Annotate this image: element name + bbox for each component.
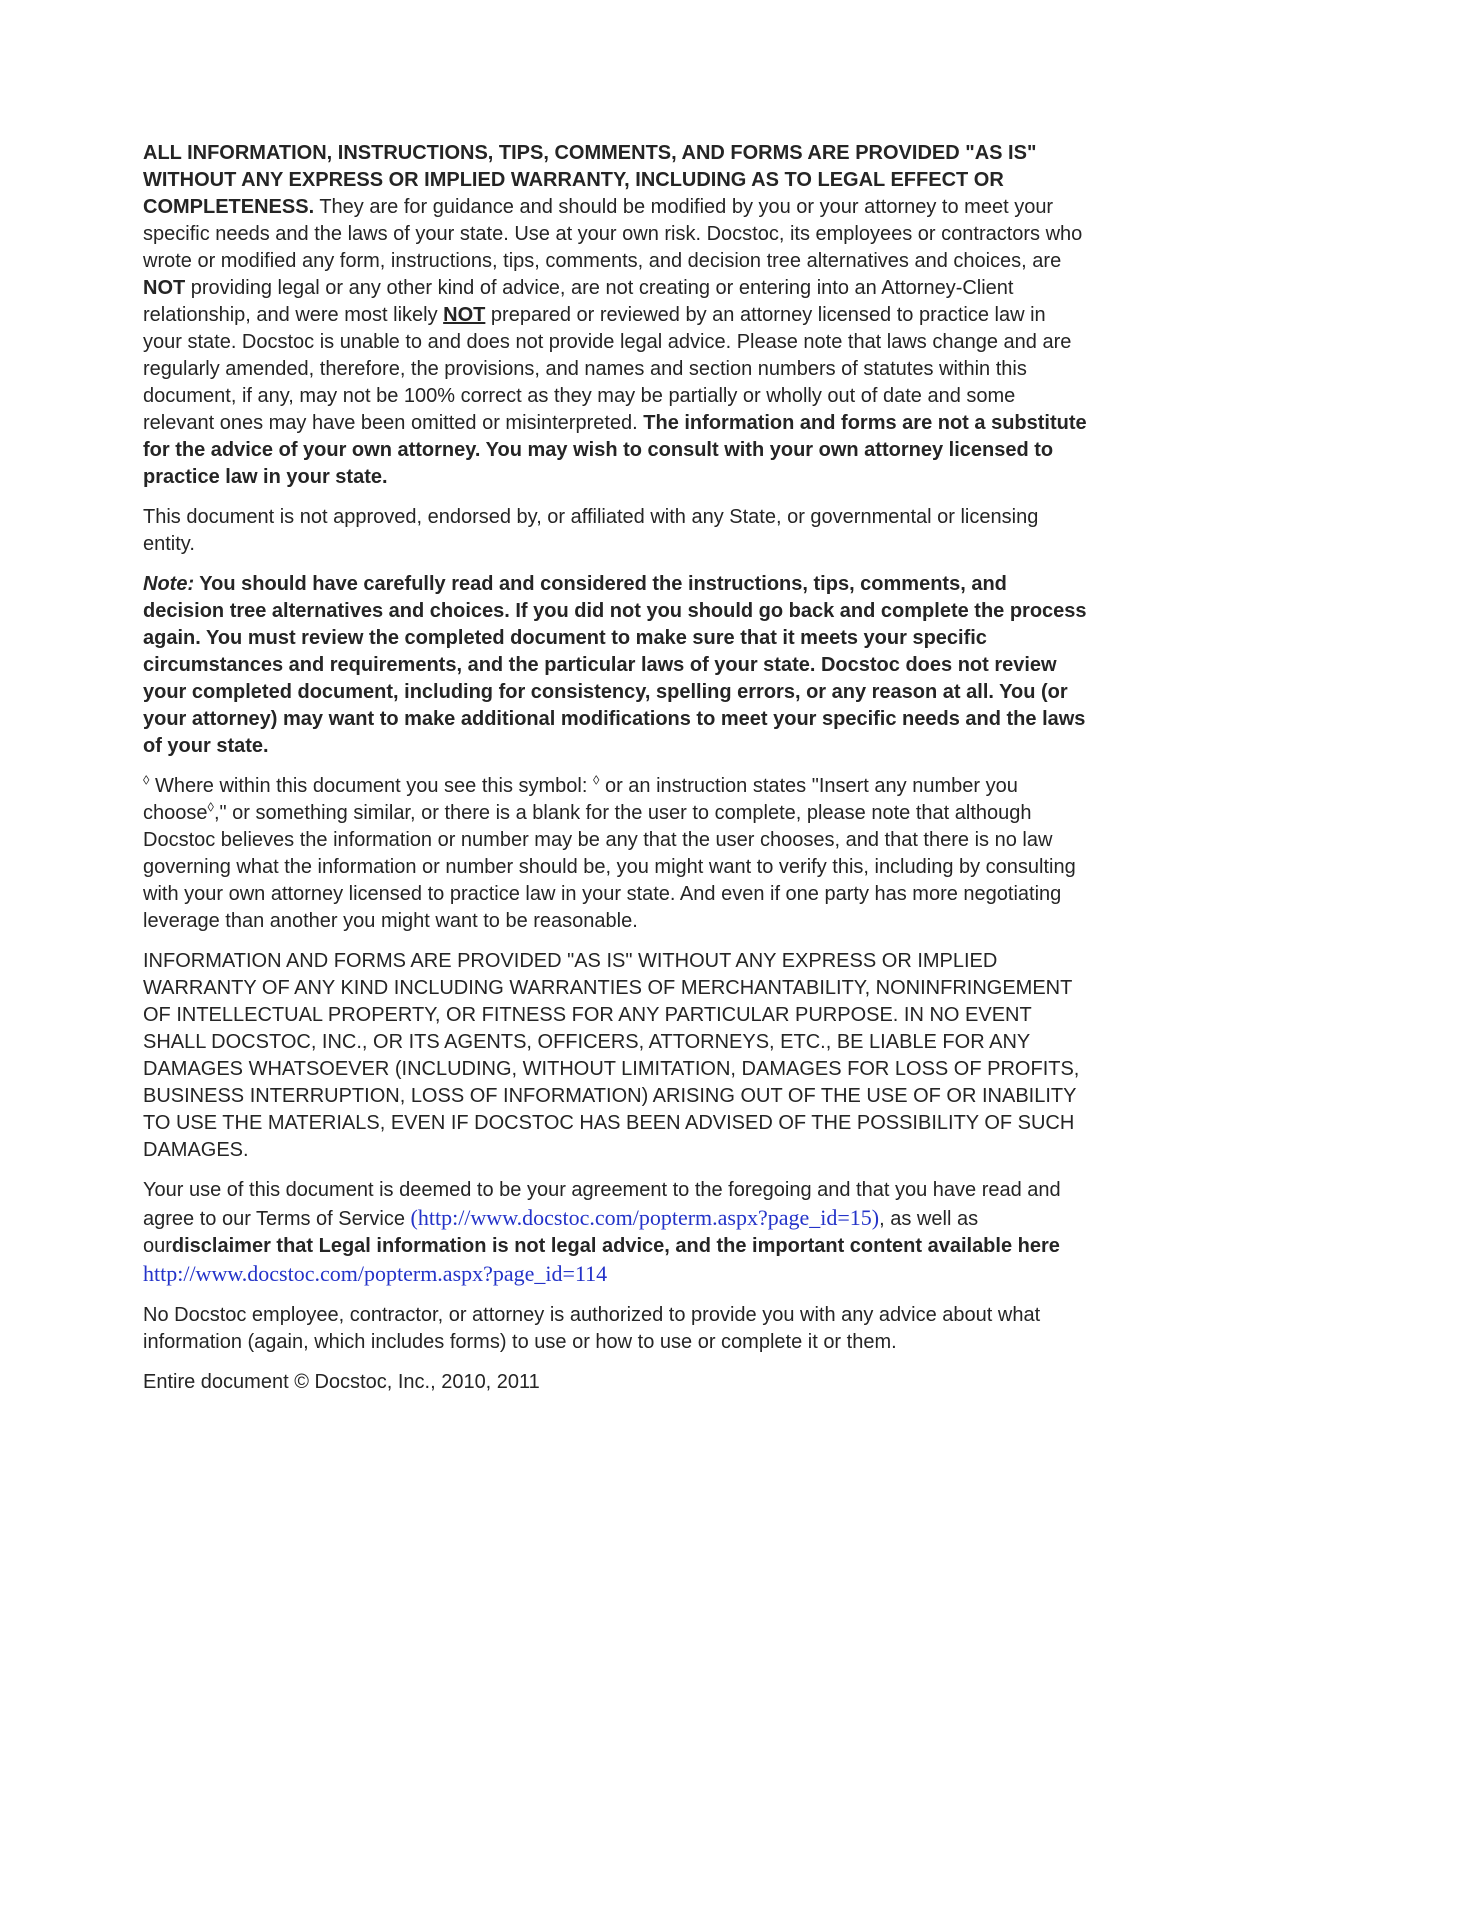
text-run: Where within this document you see this symbol: [149,775,593,797]
terms-of-service-link[interactable]: (http://www.docstoc.com/popterm.aspx?page_id=15) [410,1205,880,1230]
para-diamond-symbol [143,773,1088,935]
document-page [143,140,1088,1409]
text-run: Entire document © Docstoc, Inc., 2010, 2011 [143,1371,540,1393]
para-as-is-warranty [143,140,1088,491]
text-run-bold: disclaimer that Legal information is not legal advice, and the important content available here [171,1235,1060,1257]
text-run-bold: ALL INFORMATION, INSTRUCTIONS, TIPS, COMMENTS, AND FORMS ARE PROVIDED "AS IS" WITHOUT ANY EXPRESS OR IMPLIED WARRANTY, INCLUDING AS TO LEGAL EFFECT OR COMPLETENESS. [143,142,1037,218]
text-run: prepared or reviewed by an attorney licensed to practice law in your state. Docstoc is unable to and does not provide legal advice. Please note that laws change and are regularly amended, therefore, the provisions, and names and section numbers of statutes within this document, if any, may not be 100% correct as they may be partially or wholly out of date and some relevant ones may have been omitted or misinterpreted. [143,304,1072,434]
text-run-bold: The information and forms are not a substitute for the advice of your own attorney. You may wish to consult with your own attorney licensed to practice law in your state. [143,412,1087,488]
diamond-symbol: ◊ [143,772,150,788]
text-run-bold: You should have carefully read and considered the instructions, tips, comments, and decision tree alternatives and choices. If you did not you should go back and complete the process again. You must review the completed document to make sure that it meets your specific circumstances and requirements, and the particular laws of your state. Docstoc does not review your completed document, including for consistency, spelling errors, or any reason at all. You (or your attorney) may want to make additional modifications to meet your specific needs and the laws of your state. [143,573,1087,757]
text-run-bold: NOT [143,277,186,299]
text-run: This document is not approved, endorsed by, or affiliated with any State, or governmental or licensing entity. [143,506,1039,555]
text-run-bold-underline: NOT [443,304,486,326]
text-run: No Docstoc employee, contractor, or attorney is authorized to provide you with any advice about what information (again, which includes forms) to use or how to use or complete it or them. [143,1304,1041,1353]
text-run: ," or something similar, or there is a blank for the user to complete, please note that although Docstoc believes the information or number may be any that the user chooses, and that there is no law governing what the information or number should be, you might want to verify this, including by consulting with your own attorney licensed to practice law in your state. And even if one party has more negotiating leverage than another you might want to be reasonable. [143,802,1076,932]
text-run: our [143,1235,172,1257]
text-run: They are for guidance and should be modified by you or your attorney to meet your specific needs and the laws of your state. Use at your own risk. Docstoc, its employees or contractors who wrote or modified any form, instructions, tips, comments, and decision tree alternatives and choices, are [143,196,1083,272]
diamond-symbol: ◊ [592,772,600,788]
text-run: or an instruction states "Insert any number you choose [143,775,1018,824]
diamond-symbol: ◊ [207,799,214,815]
para-note [143,571,1088,760]
para-caps-warranty [143,948,1088,1164]
para-not-approved [143,504,1088,558]
text-run: Your use of this document is deemed to be your agreement to the foregoing and that you have read and agree to our Terms of Service [143,1179,1061,1230]
text-run-bold-italic: Note: [143,573,195,595]
para-agreement [143,1177,1088,1289]
text-run: providing legal or any other kind of advice, are not creating or entering into an Attorney-Client relationship, and were most likely [143,277,1014,326]
text-run: , as well as [879,1208,979,1230]
text-run: INFORMATION AND FORMS ARE PROVIDED "AS IS" WITHOUT ANY EXPRESS OR IMPLIED WARRANTY OF ANY KIND INCLUDING WARRANTIES OF MERCHANTABILITY, NONINFRINGEMENT OF INTELLECTUAL PROPERTY, OR FITNESS FOR ANY PARTICULAR PURPOSE. IN NO EVENT SHALL DOCSTOC, INC., OR ITS AGENTS, OFFICERS, ATTORNEYS, ETC., BE LIABLE FOR ANY DAMAGES WHATSOEVER (INCLUDING, WITHOUT LIMITATION, DAMAGES FOR LOSS OF PROFITS, BUSINESS INTERRUPTION, LOSS OF INFORMATION) ARISING OUT OF THE USE OF OR INABILITY TO USE THE MATERIALS, EVEN IF DOCSTOC HAS BEEN ADVISED OF THE POSSIBILITY OF SUCH DAMAGES. [143,950,1080,1161]
disclaimer-link[interactable]: http://www.docstoc.com/popterm.aspx?page_id=114 [143,1261,608,1286]
para-copyright [143,1369,1088,1396]
para-no-advice [143,1302,1088,1356]
